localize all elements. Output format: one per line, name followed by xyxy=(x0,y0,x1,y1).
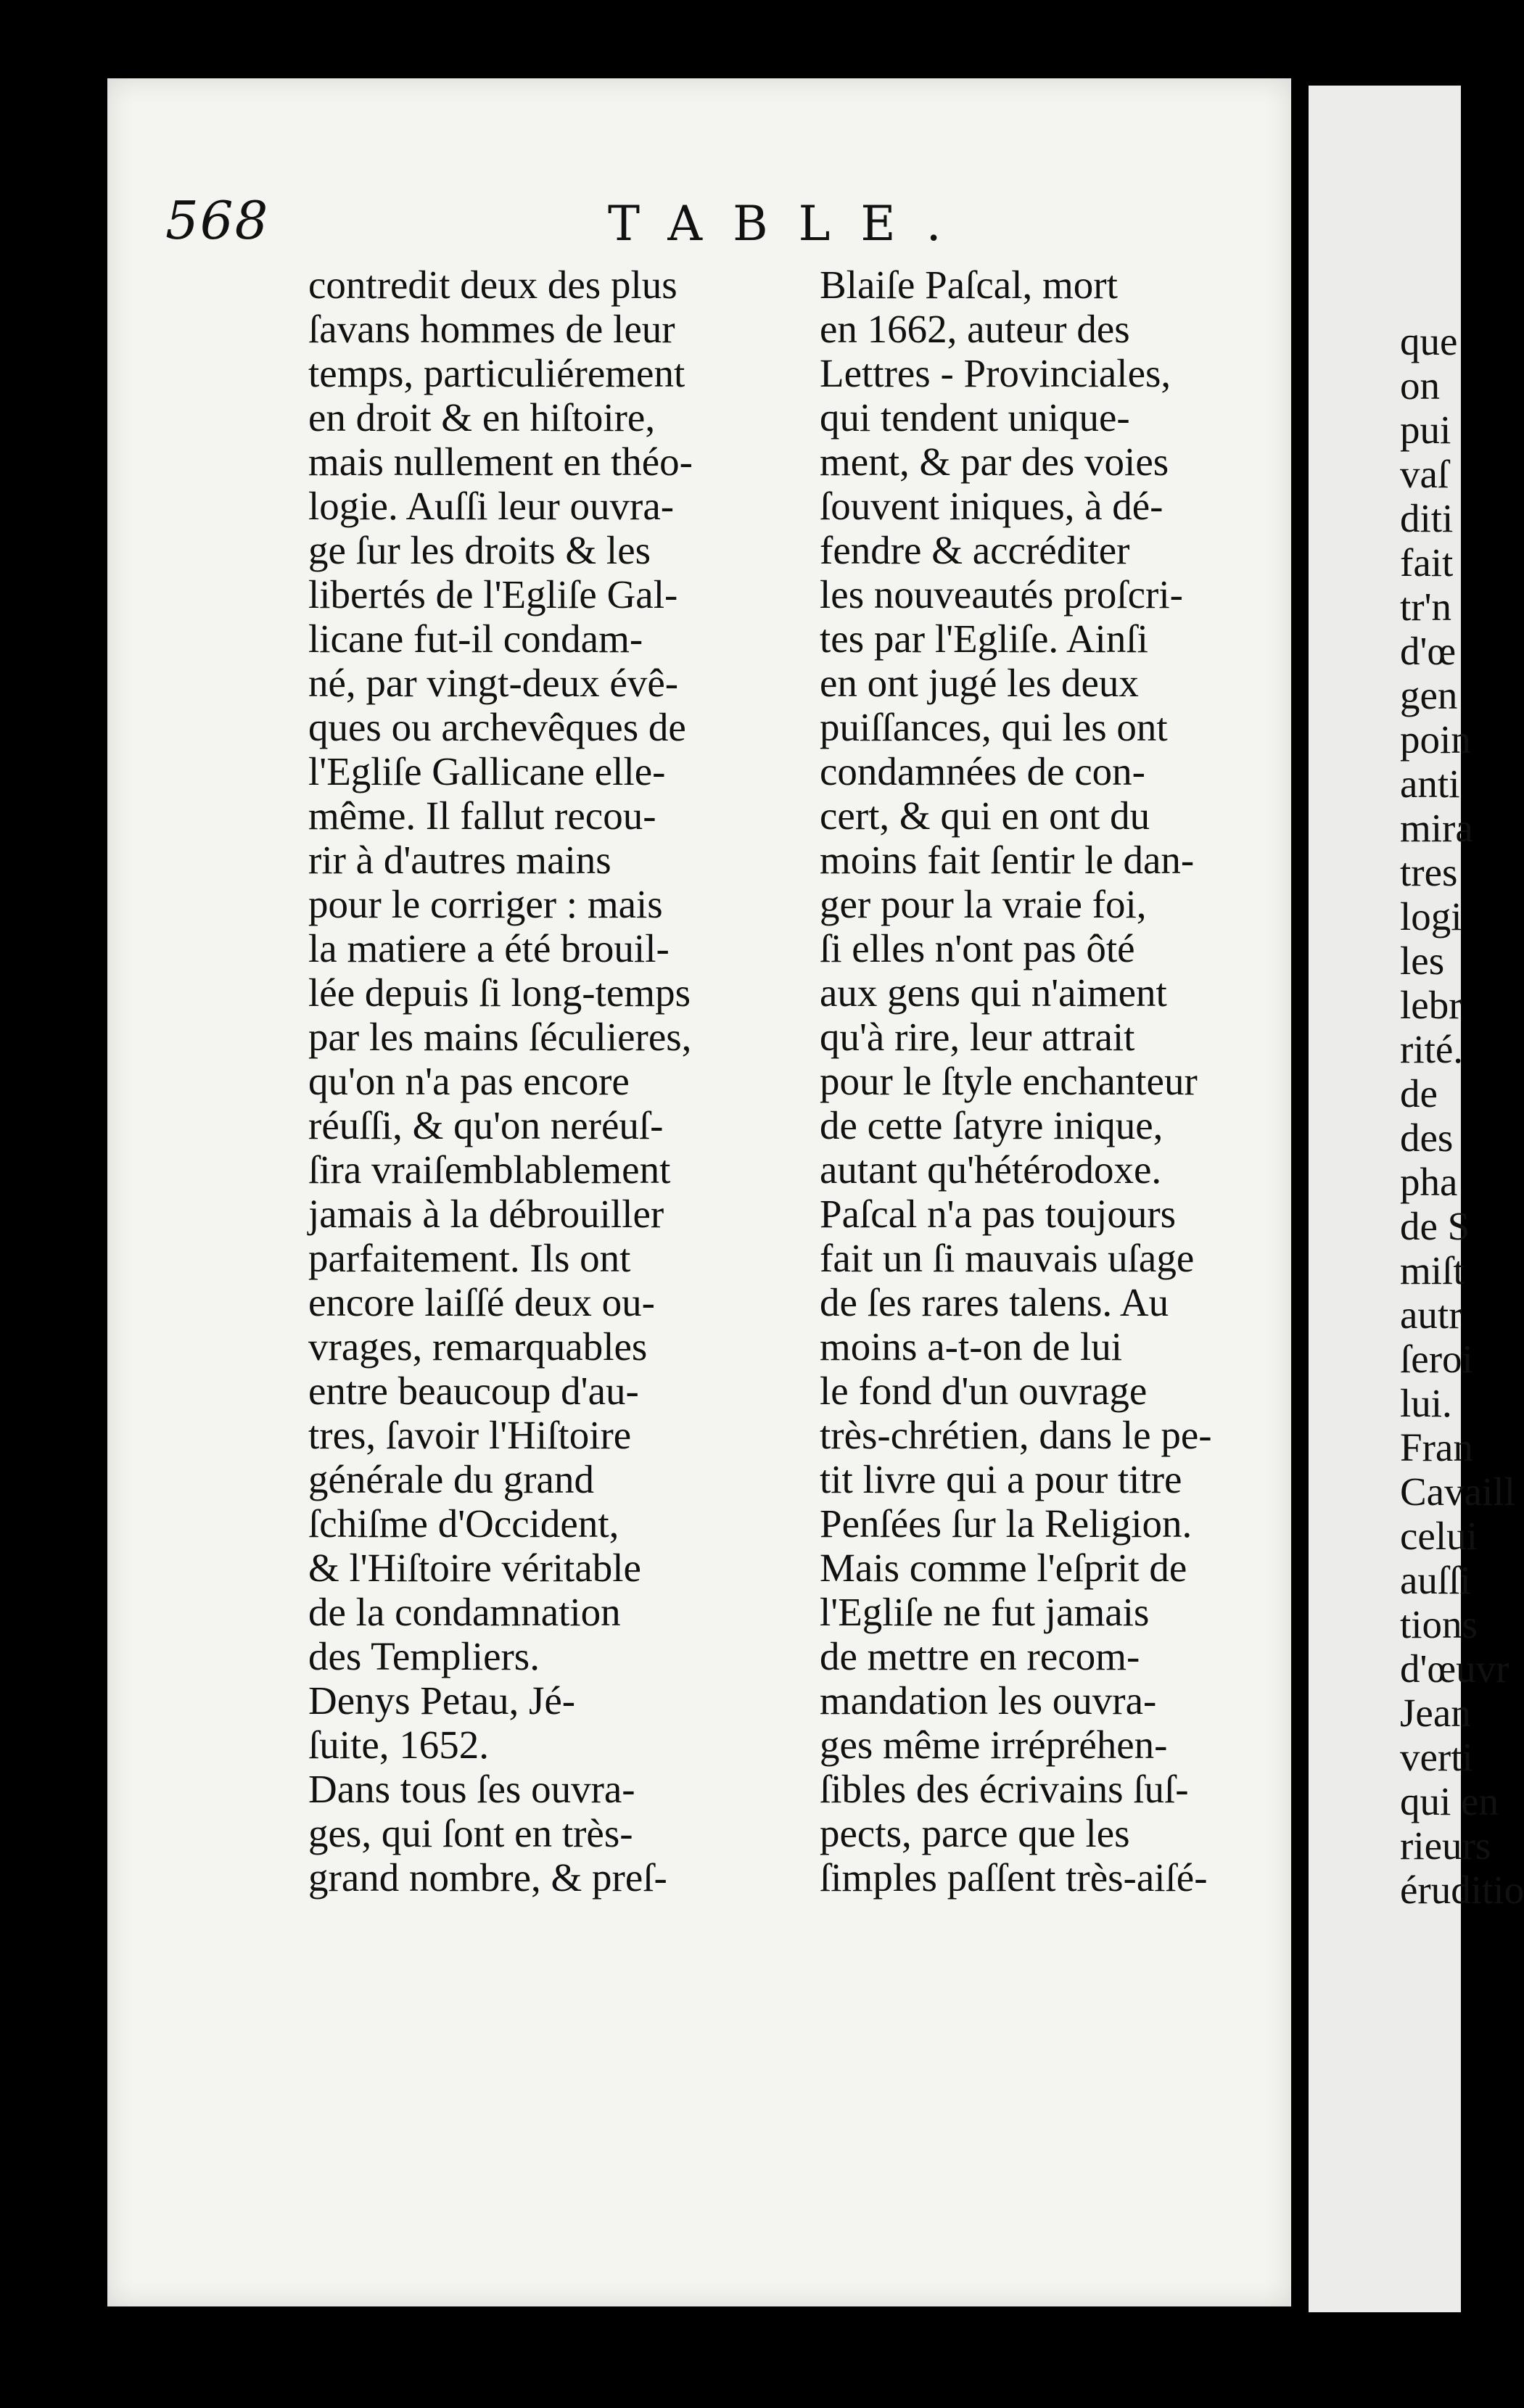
text-line: lée depuis ſi long-temps xyxy=(308,970,691,1015)
text-line: fendre & accréditer xyxy=(820,528,1130,572)
text-line: miſt xyxy=(1400,1248,1465,1292)
text-line: ſibles des écrivains ſuſ- xyxy=(820,1767,1189,1811)
text-line: ſchiſme d'Occident, xyxy=(308,1501,619,1546)
text-line: des xyxy=(1400,1116,1454,1160)
text-line: vrages, remarquables xyxy=(308,1324,648,1369)
text-line: licane fut-il condam- xyxy=(308,617,643,661)
text-line: le fond d'un ouvrage xyxy=(820,1369,1148,1413)
text-line: ge ſur les droits & les xyxy=(308,528,651,572)
text-line: parfaitement. Ils ont xyxy=(308,1236,631,1280)
text-line: autr xyxy=(1400,1292,1462,1337)
text-line: ment, & par des voies xyxy=(820,440,1169,484)
text-line: ges, qui ſont en très- xyxy=(308,1811,633,1855)
text-line: aux gens qui n'aiment xyxy=(820,970,1167,1015)
page-gutter xyxy=(1291,78,1309,2312)
text-line: pour le ſtyle enchanteur xyxy=(820,1059,1198,1103)
left-text-column xyxy=(308,263,729,1900)
text-line: Paſcal n'a pas toujours xyxy=(820,1192,1177,1236)
text-line: ſeroi xyxy=(1400,1337,1473,1381)
text-line: en droit & en hiſtoire, xyxy=(308,395,656,440)
text-line: temps, particuliérement xyxy=(308,351,685,395)
text-line: autant qu'hétérodoxe. xyxy=(820,1147,1162,1192)
text-line: ſi elles n'ont pas ôté xyxy=(820,926,1135,970)
text-line: qu'on n'a pas encore xyxy=(308,1059,630,1103)
text-line: & l'Hiſtoire véritable xyxy=(308,1546,641,1590)
text-line: ſimples paſſent très-aiſé- xyxy=(820,1855,1208,1900)
text-line: ges même irrépréhen- xyxy=(820,1723,1168,1767)
text-line: vaſ xyxy=(1400,452,1449,496)
text-line: Dans tous ſes ouvra- xyxy=(308,1767,635,1811)
text-line: entre beaucoup d'au- xyxy=(308,1369,639,1413)
text-line: qui en xyxy=(1400,1779,1499,1823)
text-line: de mettre en recom- xyxy=(820,1634,1140,1678)
middle-text-column xyxy=(820,263,1233,1900)
text-line: Lettres - Provinciales, xyxy=(820,351,1171,395)
text-line: libertés de l'Egliſe Gal- xyxy=(308,572,678,617)
text-line: ſuite, 1652. xyxy=(308,1723,490,1767)
text-line: très-chrétien, dans le pe- xyxy=(820,1413,1212,1457)
text-line: poin xyxy=(1400,717,1471,762)
text-line: que xyxy=(1400,319,1458,363)
text-line: pour le corriger : mais xyxy=(308,882,663,926)
text-line: fait un ſi mauvais uſage xyxy=(820,1236,1195,1280)
text-line: on xyxy=(1400,363,1440,408)
text-line: de S xyxy=(1400,1204,1470,1248)
text-line: lebr xyxy=(1400,983,1462,1027)
text-line: de xyxy=(1400,1071,1438,1116)
text-line: moins a-t-on de lui xyxy=(820,1324,1123,1369)
text-line: les xyxy=(1400,939,1445,983)
running-head-title: TABLE. xyxy=(608,196,972,252)
scan-border-left xyxy=(0,0,35,2408)
text-line: Fran xyxy=(1400,1425,1473,1469)
text-line: Mais comme l'eſprit de xyxy=(820,1546,1187,1590)
text-line: tres, ſavoir l'Hiſtoire xyxy=(308,1413,632,1457)
text-line: par les mains ſéculieres, xyxy=(308,1015,692,1059)
text-line: jamais à la débrouiller xyxy=(308,1192,664,1236)
text-line: pha xyxy=(1400,1160,1458,1204)
right-fragment-column xyxy=(1400,319,1524,1912)
text-line: ſouvent iniques, à dé- xyxy=(820,484,1163,528)
text-line: la matiere a été brouil- xyxy=(308,926,670,970)
text-line: pects, parce que les xyxy=(820,1811,1130,1855)
text-line: en ont jugé les deux xyxy=(820,661,1139,705)
text-line: Penſées ſur la Religion. xyxy=(820,1501,1193,1546)
text-line: de cette ſatyre inique, xyxy=(820,1103,1163,1147)
text-line: fait xyxy=(1400,540,1454,585)
text-line: éruditio xyxy=(1400,1868,1524,1912)
text-line: les nouveautés proſcri- xyxy=(820,572,1183,617)
text-line: puiſſances, qui les ont xyxy=(820,705,1168,749)
text-line: tr'n xyxy=(1400,585,1452,629)
text-line: celui xyxy=(1400,1514,1478,1558)
text-line: logi xyxy=(1400,894,1462,939)
text-line: même. Il fallut recou- xyxy=(308,793,656,838)
text-line: Blaiſe Paſcal, mort xyxy=(820,263,1118,307)
text-line: des Templiers. xyxy=(308,1634,540,1678)
text-line: gen xyxy=(1400,673,1458,717)
text-line: condamnées de con- xyxy=(820,749,1145,793)
text-line: l'Egliſe Gallicane elle- xyxy=(308,749,666,793)
text-line: rir à d'autres mains xyxy=(308,838,611,882)
text-line: de ſes rares talens. Au xyxy=(820,1280,1169,1324)
text-line: lui. xyxy=(1400,1381,1452,1425)
text-line: pui xyxy=(1400,408,1451,452)
text-line: né, par vingt-deux évê- xyxy=(308,661,679,705)
text-line: l'Egliſe ne fut jamais xyxy=(820,1590,1150,1634)
text-line: tes par l'Egliſe. Ainſi xyxy=(820,617,1148,661)
text-line: ger pour la vraie foi, xyxy=(820,882,1147,926)
text-line: rieurs xyxy=(1400,1823,1491,1868)
text-line: ſavans hommes de leur xyxy=(308,307,675,351)
text-line: grand nombre, & preſ- xyxy=(308,1855,667,1900)
text-line: Denys Petau, Jé- xyxy=(308,1678,576,1723)
text-line: cert, & qui en ont du xyxy=(820,793,1150,838)
text-line: Cavaill xyxy=(1400,1469,1515,1514)
text-line: tres xyxy=(1400,850,1458,894)
text-line: mira xyxy=(1400,806,1473,850)
text-line: diti xyxy=(1400,496,1454,540)
text-line: générale du grand xyxy=(308,1457,594,1501)
text-line: verti xyxy=(1400,1735,1473,1779)
text-line: moins fait ſentir le dan- xyxy=(820,838,1195,882)
text-line: mandation les ouvra- xyxy=(820,1678,1157,1723)
text-line: qui tendent unique- xyxy=(820,395,1130,440)
text-line: mais nullement en théo- xyxy=(308,440,693,484)
text-line: logie. Auſſi leur ouvra- xyxy=(308,484,675,528)
text-line: auſſi xyxy=(1400,1558,1471,1602)
text-line: tions xyxy=(1400,1602,1478,1646)
page-number: 568 xyxy=(165,190,270,251)
text-line: rité. xyxy=(1400,1027,1464,1071)
text-line: encore laiſſé deux ou- xyxy=(308,1280,655,1324)
text-line: contredit deux des plus xyxy=(308,263,677,307)
text-line: réuſſi, & qu'on neréuſ- xyxy=(308,1103,664,1147)
text-line: Jean xyxy=(1400,1691,1471,1735)
text-line: d'œuvr xyxy=(1400,1646,1509,1691)
text-line: de la condamnation xyxy=(308,1590,621,1634)
text-line: d'œ xyxy=(1400,629,1457,673)
text-line: anti xyxy=(1400,762,1460,806)
text-line: ſira vraiſemblablement xyxy=(308,1147,671,1192)
text-line: qu'à rire, leur attrait xyxy=(820,1015,1135,1059)
text-line: en 1662, auteur des xyxy=(820,307,1130,351)
text-line: tit livre qui a pour titre xyxy=(820,1457,1182,1501)
text-line: ques ou archevêques de xyxy=(308,705,686,749)
